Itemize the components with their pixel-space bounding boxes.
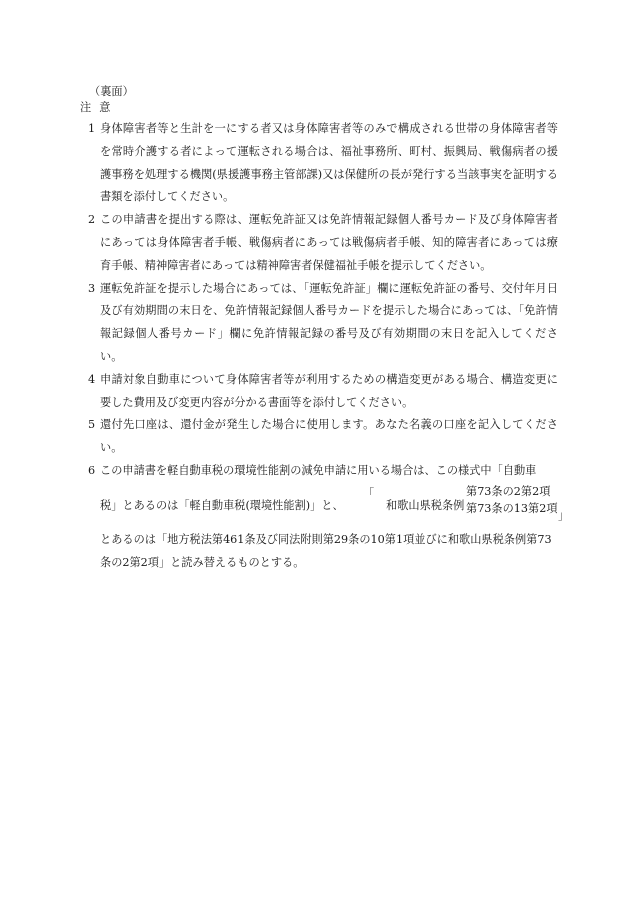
note-number: 2 <box>88 213 96 227</box>
note-item-4 <box>80 369 558 415</box>
note-item-3 <box>80 278 558 369</box>
note-text-after: とあるのは「地方税法第461条及び同法附則第29条の10第1項並びに和歌山県税条例第73条の2第2項」と読み替えるものとする。 <box>100 532 552 569</box>
note-text: 身体障害者等と生計を一にする者又は身体障害者等のみで構成される世帯の身体障害者等を常時介護する者によって運転される場合は、福祉事務所、町村、振興局、戦傷病者の援護事務を処理する機関(県援護事務主管部課)又は保健所の長が発行する当該事実を証明する書類を添付してください。 <box>100 122 558 204</box>
formula-lead-text: 税」とあるのは「軽自動車税(環境性能割)」と、 <box>100 498 344 512</box>
note-text: この申請書を提出する際は、運転免許証又は免許情報記録個人番号カード及び身体障害者にあっては身体障害者手帳、戦傷病者にあっては戦傷病者手帳、知的障害者にあっては療育手帳、精神障害者にあっては精神障害者保健福祉手帳を提示してください。 <box>100 213 558 272</box>
note-text: 申請対象自動車について身体障害者等が利用するための構造変更がある場合、構造変更に要した費用及び変更内容が分かる書面等を添付してください。 <box>100 372 558 409</box>
article-top: 第73条の2第2項 <box>466 484 551 498</box>
note-number: 1 <box>88 122 96 135</box>
reverse-side-label: （裏面） <box>89 85 134 98</box>
note-number: 5 <box>88 418 96 432</box>
close-bracket: 」 <box>558 508 570 522</box>
note-text: 還付先口座は、還付金が発生した場合に使用します。あなた名義の口座を記入してください。 <box>100 418 558 455</box>
notes-heading: 注意 <box>80 101 119 114</box>
note-item-5 <box>80 414 558 460</box>
note-number: 6 <box>88 463 96 477</box>
article-bottom: 第73条の13第2項 <box>466 501 558 515</box>
note-number: 4 <box>88 372 96 386</box>
open-bracket: 「 <box>363 486 375 500</box>
article-stack <box>466 483 558 517</box>
note-text-line1: この申請書を軽自動車税の環境性能割の減免申請に用いる場合は、この様式中「自動車 <box>100 463 537 477</box>
ordinance-formula <box>96 483 570 529</box>
note-item-1 <box>80 118 558 209</box>
note-item-6 <box>80 460 570 574</box>
note-number: 3 <box>88 281 96 295</box>
note-text: 運転免許証を提示した場合にあっては、「運転免許証」欄に運転免許証の番号、交付年月日及び有効期間の末日を、免許情報記録個人番号カードを提示した場合にあっては、「免許情報記録個人番号カード」欄に免許情報記録の番号及び有効期間の末日を記入してください。 <box>100 281 558 363</box>
ordinance-name: 和歌山県税条例 <box>386 498 465 512</box>
note-item-2 <box>80 209 558 277</box>
notes-list <box>80 118 570 574</box>
